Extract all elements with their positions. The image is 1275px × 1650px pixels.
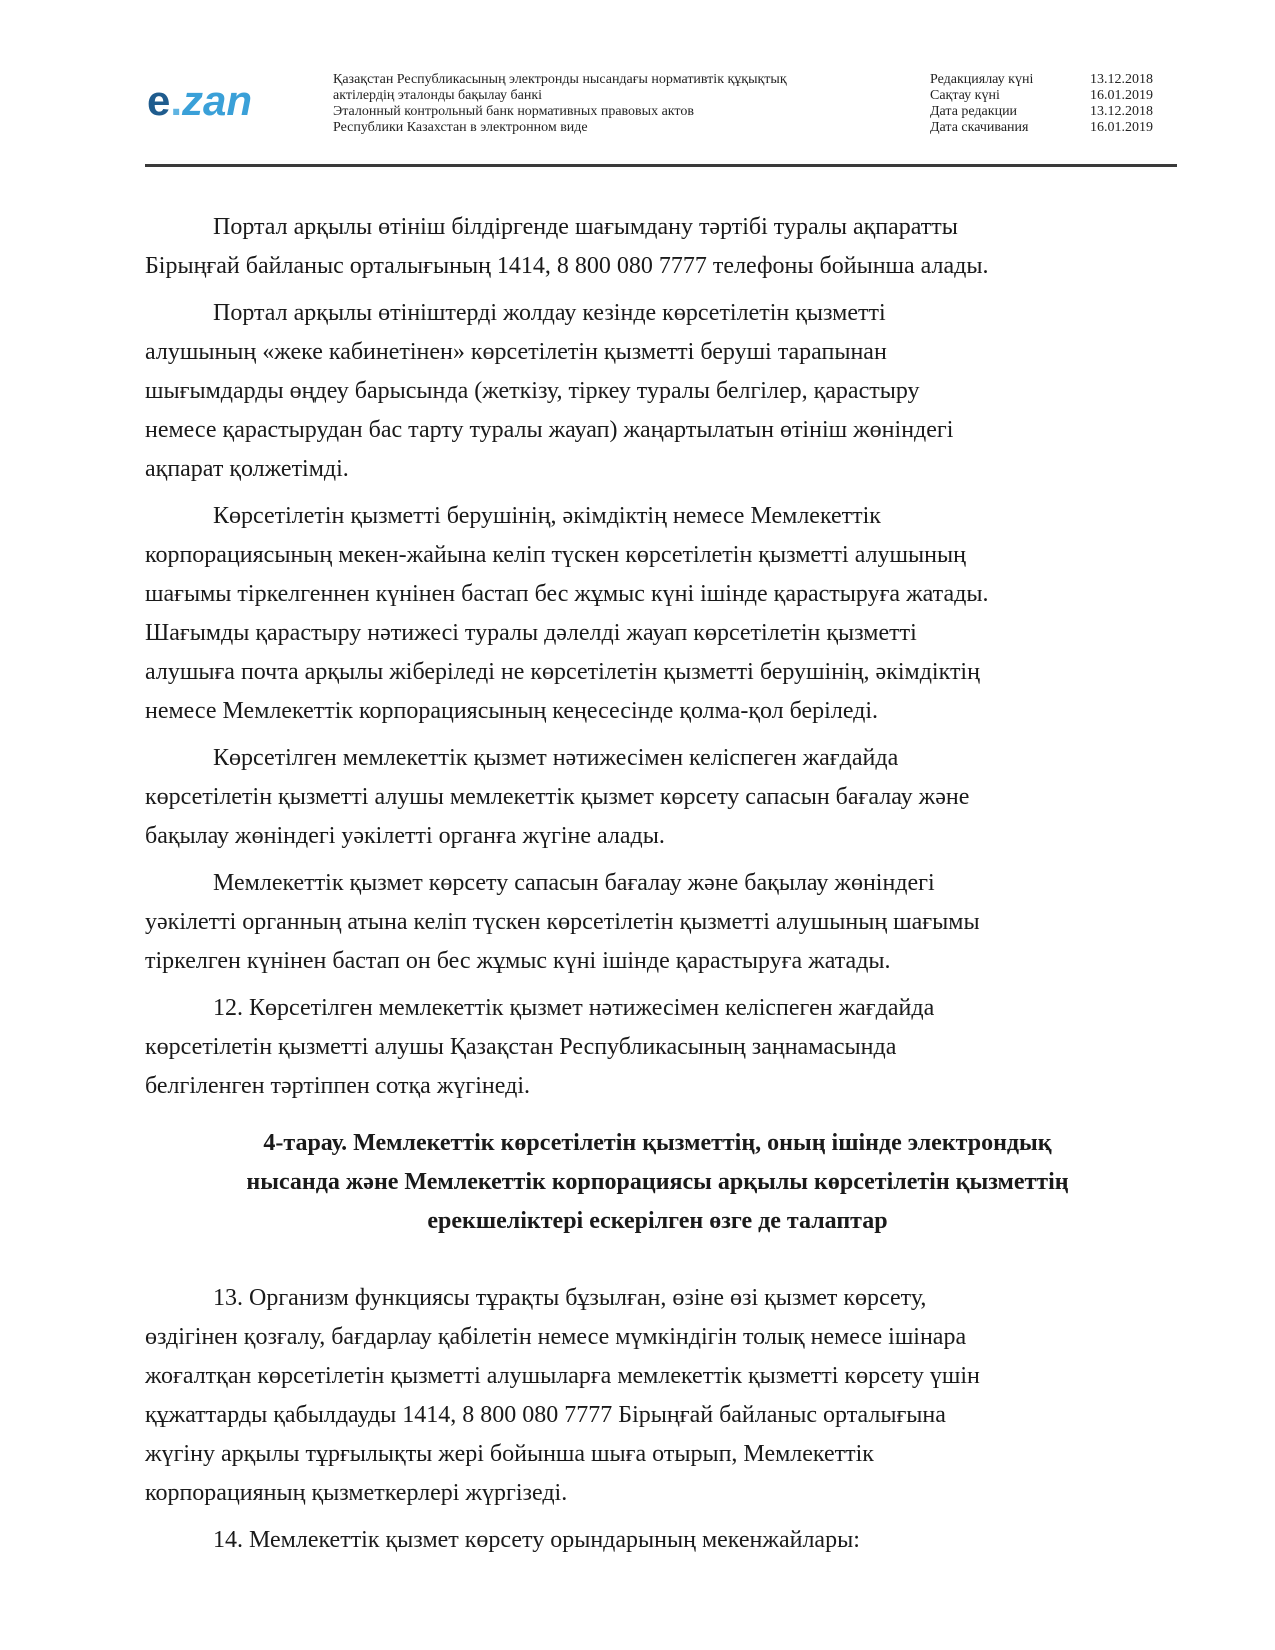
header-desc-line: Қазақстан Республикасының электронды нысандағы нормативтік құқықтық [333,72,787,87]
ezan-logo [147,77,253,124]
text-line: жүгіну арқылы тұрғылықты жері бойынша шыға отырып, Мемлекеттік [145,1441,874,1467]
text-line: шығымдарды өңдеу барысында (жеткізу, тіркеу туралы белгілер, қарастыру [145,378,920,404]
logo-zan: zan [182,77,253,124]
text-line: Көрсетілген мемлекеттік қызмет нәтижесімен келіспеген жағдайда [213,745,899,771]
text-line: бақылау жөніндегі уәкілетті органға жүгіне алады. [145,823,665,849]
paragraph-portal-appeal-info [145,208,1170,286]
date-label: Сақтау күні [930,88,1000,103]
text-line: уәкілетті органның атына келіп түскен көрсетілетін қызметті алушының шағымы [145,909,980,935]
text-line: Шағымды қарастыру нәтижесі туралы дәлелді жауап көрсетілетін қызметті [145,620,917,646]
text-line: Көрсетілетін қызметті берушінің, әкімдіктің немесе Мемлекеттік [213,503,881,529]
text-line: көрсетілетін қызметті алушы мемлекеттік қызмет көрсету сапасын бағалау және [145,784,970,810]
date-row-edit-kk [930,72,1180,88]
text-line: белгіленген тәртіппен сотқа жүгінеді. [145,1073,530,1099]
text-line: корпорацияның қызметкерлері жүргізеді. [145,1480,568,1506]
date-value: 13.12.2018 [1090,104,1153,119]
text-line: құжаттарды қабылдауды 1414, 8 800 080 7777 Бірыңғай байланыс орталығына [145,1402,946,1428]
document-body [145,208,1170,1568]
text-line: ақпарат қолжетімді. [145,456,349,482]
header-description [333,72,893,136]
date-value: 16.01.2019 [1090,88,1153,103]
text-line: Портал арқылы өтініш білдіргенде шағымдану тәртібі туралы ақпаратты [213,214,958,240]
logo-dot: . [170,77,183,124]
date-label: Дата скачивания [930,120,1029,135]
header-desc-line: Эталонный контрольный банк нормативных правовых актов [333,104,694,119]
paragraph-portal-cabinet [145,294,1170,489]
logo-e: e [147,77,171,124]
text-line: немесе Мемлекеттік корпорациясының кеңесесінде қолма-қол беріледі. [145,698,879,724]
text-line: Бірыңғай байланыс орталығының 1414, 8 800 080 7777 телефоны бойынша алады. [145,253,989,279]
text-line: алушыға почта арқылы жіберіледі не көрсетілетін қызметті берушінің, әкімдіктің [145,659,980,685]
text-line: немесе қарастырудан бас тарту туралы жауап) жаңартылатын өтініш жөніндегі [145,417,954,443]
date-row-save-kk [930,88,1180,104]
text-line: Мемлекеттік қызмет көрсету сапасын бағалау және бақылау жөніндегі [213,870,935,896]
date-value: 13.12.2018 [1090,72,1153,87]
document-header [145,68,1175,164]
paragraph-item-12 [145,989,1170,1106]
paragraph-authority-review [145,864,1170,981]
header-desc-line: Республики Казахстан в электронном виде [333,120,588,135]
date-label: Дата редакции [930,104,1018,119]
date-label: Редакциялау күні [930,72,1034,87]
text-line: көрсетілетін қызметті алушы Қазақстан Республикасының заңнамасында [145,1034,897,1060]
heading-line: нысанда және Мемлекеттік корпорациясы арқылы көрсетілетін қызметтің [246,1169,1069,1195]
paragraph-item-13 [145,1279,1170,1513]
text-line: шағымы тіркелгеннен күнінен бастап бес жұмыс күні ішінде қарастыруға жатады. [145,581,989,607]
text-line: 13. Организм функциясы тұрақты бұзылған, өзіне өзі қызмет көрсету, [213,1285,927,1311]
heading-line: ерекшеліктері ескерілген өзге де талаптар [427,1208,888,1234]
text-line: тіркелген күнінен бастап он бес жұмыс күні ішінде қарастыруға жатады. [145,948,891,974]
text-line: өздігінен қозғалу, бағдарлау қабілетін немесе мүмкіндігін толық немесе ішінара [145,1324,967,1350]
date-row-download-ru [930,120,1180,136]
header-desc-line: актілердің эталонды бақылау банкі [333,88,543,103]
paragraph-item-14 [145,1521,1170,1560]
header-dates [930,72,1180,136]
text-line: Портал арқылы өтініштерді жолдау кезінде көрсетілетін қызметті [213,300,886,326]
date-row-edit-ru [930,104,1180,120]
date-value: 16.01.2019 [1090,120,1153,135]
text-line: 14. Мемлекеттік қызмет көрсету орындарының мекенжайлары: [213,1527,860,1553]
text-line: жоғалтқан көрсетілетін қызметті алушыларға мемлекеттік қызметті көрсету үшін [145,1363,980,1389]
paragraph-disagreement-authority [145,739,1170,856]
heading-line: 4-тарау. Мемлекеттік көрсетілетін қызметтің, оның ішінде электрондық [263,1130,1052,1156]
header-divider [145,164,1177,167]
paragraph-complaint-review [145,497,1170,731]
text-line: алушының «жеке кабинетінен» көрсетілетін қызметті беруші тарапынан [145,339,887,365]
text-line: 12. Көрсетілген мемлекеттік қызмет нәтижесімен келіспеген жағдайда [213,995,935,1021]
chapter-4-heading [145,1124,1170,1241]
text-line: корпорациясының мекен-жайына келіп түскен көрсетілетін қызметті алушының [145,542,966,568]
